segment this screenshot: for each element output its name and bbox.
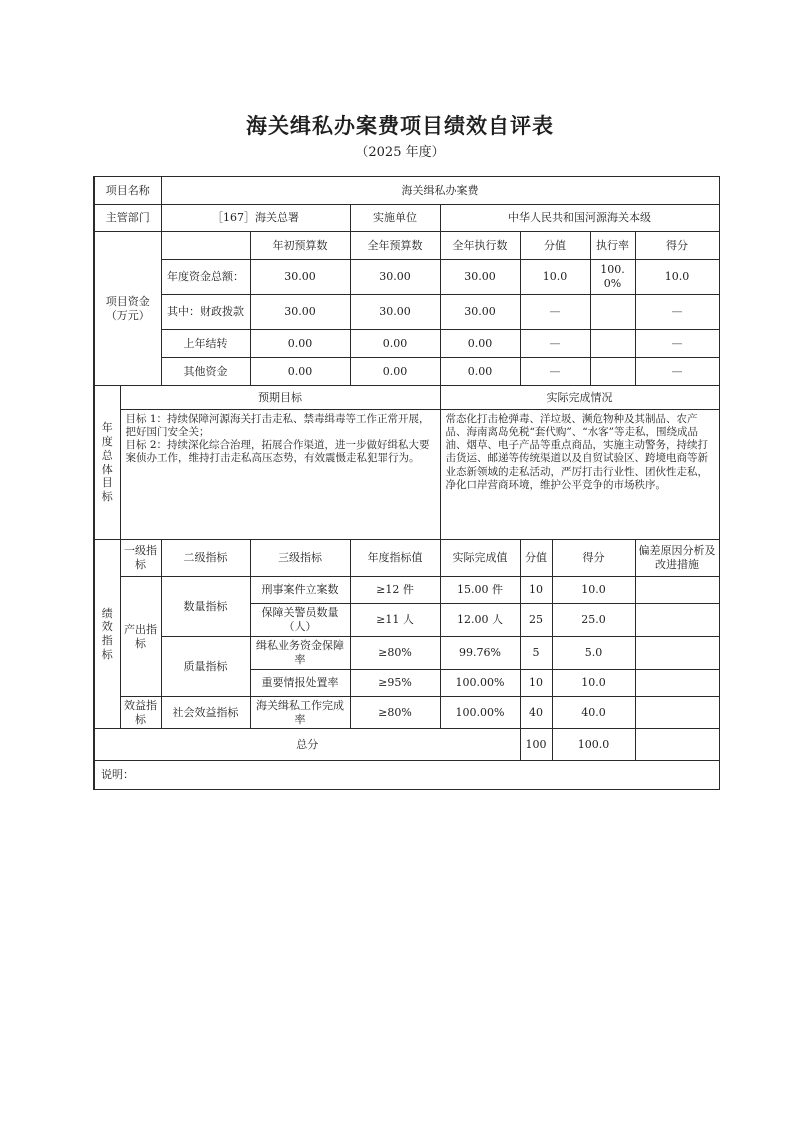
indicator-target: ≥11 人 xyxy=(350,604,440,637)
indicator-header: 得分 xyxy=(552,540,635,577)
expected-goal-text: 目标 1：持续保障河源海关打击走私、禁毒缉毒等工作正常开展，把好国门安全关； 目标 2：持续深化综合治理，拓展合作渠道，进一步做好缉私大要案侦办工作，维持打击走私高压态势，有效震慑走私犯罪行为。 xyxy=(120,410,440,540)
indicator-header: 一级指标 xyxy=(120,540,161,577)
expected-goal-header: 预期目标 xyxy=(120,386,440,410)
actual-completion-text: 常态化打击枪弹毒、洋垃圾、濒危物种及其制品、农产品、海南离岛免税“套代购”、“水客”等走私，围绕成品油、烟草、电子产品等重点商品，实施主动警务，持续打击货运、邮递等传统渠道以及自贸试验区、跨境电商等新业态新领域的走私活动，严厉打击行业性、团伙性走私，净化口岸营商环境，维护公平竞争的市场秩序。 xyxy=(440,410,719,540)
total-label: 总分 xyxy=(94,729,520,761)
funds-score: 10.0 xyxy=(635,260,719,295)
funds-executed: 30.00 xyxy=(440,260,520,295)
indicator-name: 刑事案件立案数 xyxy=(250,577,350,604)
quality-indicator-label: 质量指标 xyxy=(161,637,250,697)
output-indicator-label: 产出指标 xyxy=(120,577,161,697)
funds-score-value: — xyxy=(520,330,590,358)
funds-header: 分值 xyxy=(520,232,590,260)
goals-content-row xyxy=(94,410,719,540)
funds-initial: 30.00 xyxy=(250,295,350,330)
indicator-name: 保障关警员数量（人） xyxy=(250,604,350,637)
indicator-header: 三级指标 xyxy=(250,540,350,577)
indicator-score: 10.0 xyxy=(552,670,635,697)
indicator-note xyxy=(635,577,719,604)
project-name-label: 项目名称 xyxy=(94,177,161,205)
funds-header-row xyxy=(94,232,719,260)
funds-row xyxy=(94,358,719,386)
indicator-header: 年度指标值 xyxy=(350,540,440,577)
total-score-value: 100 xyxy=(520,729,552,761)
funds-header: 得分 xyxy=(635,232,719,260)
indicator-name: 重要情报处置率 xyxy=(250,670,350,697)
remarks-label: 说明： xyxy=(94,761,719,790)
indicator-note xyxy=(635,604,719,637)
funds-annual: 0.00 xyxy=(350,330,440,358)
page-subtitle: （2025 年度） xyxy=(355,145,445,160)
indicator-score: 25.0 xyxy=(552,604,635,637)
implementing-unit-value: 中华人民共和国河源海关本级 xyxy=(440,205,719,232)
indicator-score-value: 25 xyxy=(520,604,552,637)
indicator-header: 偏差原因分析及改进措施 xyxy=(635,540,719,577)
indicator-target: ≥95% xyxy=(350,670,440,697)
social-benefit-indicator-label: 社会效益指标 xyxy=(161,697,250,729)
goals-header-row xyxy=(94,386,719,410)
funds-score-value: — xyxy=(520,358,590,386)
funds-row xyxy=(94,260,719,295)
funds-header: 年初预算数 xyxy=(250,232,350,260)
indicator-note xyxy=(635,697,719,729)
indicator-header: 实际完成值 xyxy=(440,540,520,577)
indicator-header: 分值 xyxy=(520,540,552,577)
remarks-row xyxy=(94,761,719,790)
funds-executed: 30.00 xyxy=(440,295,520,330)
funds-row-label: 上年结转 xyxy=(161,330,250,358)
funds-row xyxy=(94,330,719,358)
funds-header-blank xyxy=(161,232,250,260)
total-score: 100.0 xyxy=(552,729,635,761)
funds-initial: 0.00 xyxy=(250,358,350,386)
funds-score: — xyxy=(635,330,719,358)
funds-initial: 30.00 xyxy=(250,260,350,295)
funds-executed: 0.00 xyxy=(440,358,520,386)
indicator-name: 缉私业务资金保障率 xyxy=(250,637,350,670)
funds-header: 全年预算数 xyxy=(350,232,440,260)
indicator-score-value: 40 xyxy=(520,697,552,729)
funds-rate: 100.0% xyxy=(590,260,635,295)
department-label: 主管部门 xyxy=(94,205,161,232)
funds-annual: 0.00 xyxy=(350,358,440,386)
indicators-label: 绩效指标 xyxy=(94,540,120,729)
indicator-score: 10.0 xyxy=(552,577,635,604)
benefit-indicator-label: 效益指标 xyxy=(120,697,161,729)
implementing-unit-label: 实施单位 xyxy=(350,205,440,232)
total-row xyxy=(94,729,719,761)
funds-row-label: 其他资金 xyxy=(161,358,250,386)
funds-annual: 30.00 xyxy=(350,295,440,330)
indicator-note xyxy=(635,637,719,670)
indicator-actual: 12.00 人 xyxy=(440,604,520,637)
funds-score: — xyxy=(635,358,719,386)
indicator-header: 二级指标 xyxy=(161,540,250,577)
indicator-note xyxy=(635,670,719,697)
indicator-actual: 15.00 件 xyxy=(440,577,520,604)
indicator-actual: 100.00% xyxy=(440,697,520,729)
indicator-target: ≥80% xyxy=(350,637,440,670)
total-note xyxy=(635,729,719,761)
project-name-row xyxy=(94,177,719,205)
indicator-score: 5.0 xyxy=(552,637,635,670)
indicator-row xyxy=(94,697,719,729)
funds-header: 执行率 xyxy=(590,232,635,260)
indicator-target: ≥80% xyxy=(350,697,440,729)
indicator-score-value: 10 xyxy=(520,577,552,604)
goals-label: 年度总体目标 xyxy=(94,386,120,540)
funds-score-value: 10.0 xyxy=(520,260,590,295)
indicator-row xyxy=(94,637,719,670)
funds-row xyxy=(94,295,719,330)
funds-row-label: 年度资金总额： xyxy=(161,260,250,295)
indicator-score-value: 5 xyxy=(520,637,552,670)
indicator-target: ≥12 件 xyxy=(350,577,440,604)
indicators-header-row xyxy=(94,540,719,577)
funds-label: 项目资金（万元） xyxy=(94,232,161,386)
funds-header: 全年执行数 xyxy=(440,232,520,260)
indicator-actual: 99.76% xyxy=(440,637,520,670)
indicator-actual: 100.00% xyxy=(440,670,520,697)
funds-rate xyxy=(590,295,635,330)
funds-score: — xyxy=(635,295,719,330)
funds-executed: 0.00 xyxy=(440,330,520,358)
indicator-name: 海关缉私工作完成率 xyxy=(250,697,350,729)
department-row xyxy=(94,205,719,232)
funds-rate xyxy=(590,358,635,386)
quantity-indicator-label: 数量指标 xyxy=(161,577,250,637)
indicator-score: 40.0 xyxy=(552,697,635,729)
department-value: ［167］海关总署 xyxy=(161,205,350,232)
project-name-value: 海关缉私办案费 xyxy=(161,177,719,205)
funds-initial: 0.00 xyxy=(250,330,350,358)
page-title: 海关缉私办案费项目绩效自评表 xyxy=(246,113,554,138)
indicator-row xyxy=(94,577,719,604)
funds-annual: 30.00 xyxy=(350,260,440,295)
funds-rate xyxy=(590,330,635,358)
funds-row-label: 其中：财政拨款 xyxy=(161,295,250,330)
self-evaluation-table xyxy=(93,176,720,790)
funds-score-value: — xyxy=(520,295,590,330)
actual-completion-header: 实际完成情况 xyxy=(440,386,719,410)
indicator-score-value: 10 xyxy=(520,670,552,697)
